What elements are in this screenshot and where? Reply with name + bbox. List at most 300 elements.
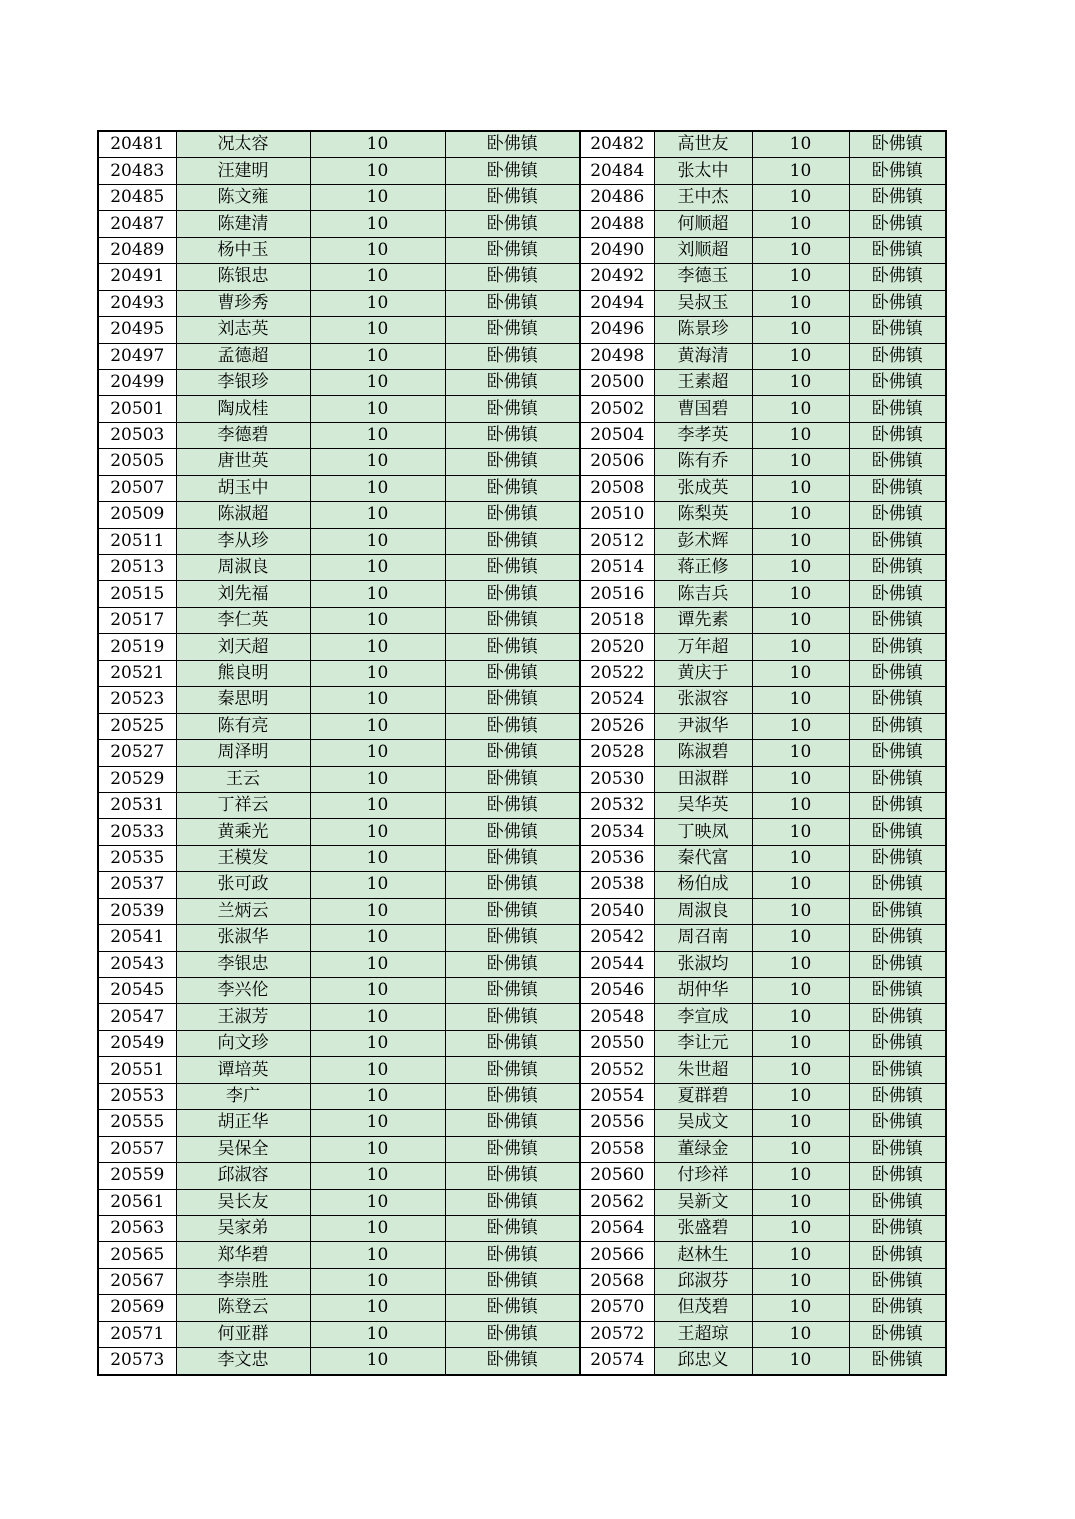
right-name-cell: 彭术辉 [654, 528, 752, 554]
left-amount-cell: 10 [310, 872, 445, 898]
left-town-cell: 卧佛镇 [445, 581, 580, 607]
table-row [98, 502, 946, 528]
right-town-cell: 卧佛镇 [849, 449, 946, 475]
left-name-cell: 唐世英 [176, 449, 310, 475]
left-town-cell: 卧佛镇 [445, 1057, 580, 1083]
right-id-cell: 20508 [580, 475, 654, 501]
right-amount-cell: 10 [752, 475, 849, 501]
right-id-cell: 20500 [580, 369, 654, 395]
table-row [98, 766, 946, 792]
table-row [98, 792, 946, 818]
left-id-cell: 20531 [98, 792, 176, 818]
right-town-cell: 卧佛镇 [849, 1004, 946, 1030]
left-town-cell: 卧佛镇 [445, 317, 580, 343]
left-id-cell: 20511 [98, 528, 176, 554]
right-amount-cell: 10 [752, 317, 849, 343]
right-id-cell: 20486 [580, 184, 654, 210]
left-amount-cell: 10 [310, 1136, 445, 1162]
right-amount-cell: 10 [752, 1136, 849, 1162]
table-row [98, 1057, 946, 1083]
left-town-cell: 卧佛镇 [445, 502, 580, 528]
left-name-cell: 刘先福 [176, 581, 310, 607]
right-amount-cell: 10 [752, 396, 849, 422]
left-id-cell: 20557 [98, 1136, 176, 1162]
left-amount-cell: 10 [310, 1268, 445, 1294]
left-id-cell: 20517 [98, 607, 176, 633]
right-town-cell: 卧佛镇 [849, 1057, 946, 1083]
right-amount-cell: 10 [752, 1110, 849, 1136]
left-amount-cell: 10 [310, 1083, 445, 1109]
right-amount-cell: 10 [752, 978, 849, 1004]
right-town-cell: 卧佛镇 [849, 1136, 946, 1162]
left-id-cell: 20569 [98, 1295, 176, 1321]
table-row [98, 1004, 946, 1030]
right-id-cell: 20548 [580, 1004, 654, 1030]
left-name-cell: 吴保全 [176, 1136, 310, 1162]
left-amount-cell: 10 [310, 290, 445, 316]
right-amount-cell: 10 [752, 607, 849, 633]
right-amount-cell: 10 [752, 845, 849, 871]
right-town-cell: 卧佛镇 [849, 475, 946, 501]
left-name-cell: 谭培英 [176, 1057, 310, 1083]
right-name-cell: 曹国碧 [654, 396, 752, 422]
left-town-cell: 卧佛镇 [445, 211, 580, 237]
right-id-cell: 20574 [580, 1348, 654, 1375]
right-amount-cell: 10 [752, 660, 849, 686]
right-amount-cell: 10 [752, 1215, 849, 1241]
left-amount-cell: 10 [310, 555, 445, 581]
right-name-cell: 蒋正修 [654, 555, 752, 581]
right-id-cell: 20488 [580, 211, 654, 237]
left-town-cell: 卧佛镇 [445, 1348, 580, 1375]
left-id-cell: 20539 [98, 898, 176, 924]
left-id-cell: 20505 [98, 449, 176, 475]
left-town-cell: 卧佛镇 [445, 819, 580, 845]
left-town-cell: 卧佛镇 [445, 1004, 580, 1030]
right-amount-cell: 10 [752, 449, 849, 475]
right-id-cell: 20562 [580, 1189, 654, 1215]
right-amount-cell: 10 [752, 766, 849, 792]
right-name-cell: 周召南 [654, 925, 752, 951]
right-id-cell: 20484 [580, 158, 654, 184]
right-amount-cell: 10 [752, 898, 849, 924]
right-amount-cell: 10 [752, 1189, 849, 1215]
right-name-cell: 张淑均 [654, 951, 752, 977]
table-row [98, 184, 946, 210]
table-row [98, 1242, 946, 1268]
right-town-cell: 卧佛镇 [849, 687, 946, 713]
right-amount-cell: 10 [752, 237, 849, 263]
left-name-cell: 孟德超 [176, 343, 310, 369]
left-id-cell: 20523 [98, 687, 176, 713]
table-row [98, 343, 946, 369]
right-name-cell: 胡仲华 [654, 978, 752, 1004]
right-name-cell: 付珍祥 [654, 1163, 752, 1189]
left-amount-cell: 10 [310, 317, 445, 343]
left-amount-cell: 10 [310, 766, 445, 792]
table-row [98, 819, 946, 845]
left-town-cell: 卧佛镇 [445, 687, 580, 713]
right-name-cell: 吴华英 [654, 792, 752, 818]
left-amount-cell: 10 [310, 1057, 445, 1083]
right-town-cell: 卧佛镇 [849, 317, 946, 343]
right-town-cell: 卧佛镇 [849, 766, 946, 792]
right-amount-cell: 10 [752, 1163, 849, 1189]
right-id-cell: 20516 [580, 581, 654, 607]
left-town-cell: 卧佛镇 [445, 369, 580, 395]
left-town-cell: 卧佛镇 [445, 528, 580, 554]
table-row [98, 449, 946, 475]
right-town-cell: 卧佛镇 [849, 607, 946, 633]
right-id-cell: 20554 [580, 1083, 654, 1109]
left-name-cell: 李从珍 [176, 528, 310, 554]
left-amount-cell: 10 [310, 158, 445, 184]
left-id-cell: 20565 [98, 1242, 176, 1268]
left-town-cell: 卧佛镇 [445, 978, 580, 1004]
left-amount-cell: 10 [310, 369, 445, 395]
right-town-cell: 卧佛镇 [849, 951, 946, 977]
table-row [98, 369, 946, 395]
right-name-cell: 张淑容 [654, 687, 752, 713]
right-name-cell: 吴新文 [654, 1189, 752, 1215]
left-town-cell: 卧佛镇 [445, 1110, 580, 1136]
right-id-cell: 20544 [580, 951, 654, 977]
right-amount-cell: 10 [752, 264, 849, 290]
right-name-cell: 李孝英 [654, 422, 752, 448]
left-amount-cell: 10 [310, 951, 445, 977]
left-name-cell: 丁祥云 [176, 792, 310, 818]
right-amount-cell: 10 [752, 1242, 849, 1268]
right-town-cell: 卧佛镇 [849, 792, 946, 818]
left-amount-cell: 10 [310, 978, 445, 1004]
right-name-cell: 杨伯成 [654, 872, 752, 898]
left-id-cell: 20561 [98, 1189, 176, 1215]
left-id-cell: 20549 [98, 1030, 176, 1056]
left-name-cell: 陈银忠 [176, 264, 310, 290]
roster-table [97, 130, 947, 1376]
right-amount-cell: 10 [752, 1083, 849, 1109]
right-id-cell: 20528 [580, 740, 654, 766]
table-row [98, 1321, 946, 1347]
right-amount-cell: 10 [752, 158, 849, 184]
left-town-cell: 卧佛镇 [445, 872, 580, 898]
right-id-cell: 20546 [580, 978, 654, 1004]
left-id-cell: 20509 [98, 502, 176, 528]
right-amount-cell: 10 [752, 581, 849, 607]
left-name-cell: 吴家弟 [176, 1215, 310, 1241]
right-town-cell: 卧佛镇 [849, 343, 946, 369]
left-id-cell: 20489 [98, 237, 176, 263]
roster-body [98, 131, 946, 1375]
left-amount-cell: 10 [310, 184, 445, 210]
right-amount-cell: 10 [752, 528, 849, 554]
right-town-cell: 卧佛镇 [849, 713, 946, 739]
right-id-cell: 20494 [580, 290, 654, 316]
right-id-cell: 20560 [580, 1163, 654, 1189]
right-town-cell: 卧佛镇 [849, 872, 946, 898]
right-id-cell: 20552 [580, 1057, 654, 1083]
right-id-cell: 20496 [580, 317, 654, 343]
left-amount-cell: 10 [310, 528, 445, 554]
left-amount-cell: 10 [310, 264, 445, 290]
left-amount-cell: 10 [310, 713, 445, 739]
right-name-cell: 王中杰 [654, 184, 752, 210]
right-id-cell: 20502 [580, 396, 654, 422]
right-amount-cell: 10 [752, 1295, 849, 1321]
right-name-cell: 秦代富 [654, 845, 752, 871]
left-id-cell: 20491 [98, 264, 176, 290]
table-row [98, 607, 946, 633]
left-amount-cell: 10 [310, 396, 445, 422]
table-row [98, 978, 946, 1004]
right-id-cell: 20550 [580, 1030, 654, 1056]
right-amount-cell: 10 [752, 925, 849, 951]
right-town-cell: 卧佛镇 [849, 211, 946, 237]
left-amount-cell: 10 [310, 422, 445, 448]
right-name-cell: 陈淑碧 [654, 740, 752, 766]
right-name-cell: 张盛碧 [654, 1215, 752, 1241]
right-amount-cell: 10 [752, 872, 849, 898]
left-amount-cell: 10 [310, 792, 445, 818]
left-name-cell: 刘志英 [176, 317, 310, 343]
right-town-cell: 卧佛镇 [849, 1321, 946, 1347]
left-town-cell: 卧佛镇 [445, 1215, 580, 1241]
right-amount-cell: 10 [752, 713, 849, 739]
left-name-cell: 陈有亮 [176, 713, 310, 739]
right-town-cell: 卧佛镇 [849, 528, 946, 554]
left-name-cell: 杨中玉 [176, 237, 310, 263]
right-id-cell: 20520 [580, 634, 654, 660]
left-name-cell: 刘天超 [176, 634, 310, 660]
right-id-cell: 20566 [580, 1242, 654, 1268]
left-amount-cell: 10 [310, 211, 445, 237]
left-amount-cell: 10 [310, 740, 445, 766]
left-name-cell: 兰炳云 [176, 898, 310, 924]
right-id-cell: 20564 [580, 1215, 654, 1241]
left-town-cell: 卧佛镇 [445, 1268, 580, 1294]
table-row [98, 475, 946, 501]
table-row [98, 951, 946, 977]
left-name-cell: 汪建明 [176, 158, 310, 184]
table-row [98, 1110, 946, 1136]
right-town-cell: 卧佛镇 [849, 264, 946, 290]
left-name-cell: 李广 [176, 1083, 310, 1109]
right-id-cell: 20482 [580, 131, 654, 158]
left-name-cell: 向文珍 [176, 1030, 310, 1056]
right-town-cell: 卧佛镇 [849, 158, 946, 184]
right-name-cell: 赵林生 [654, 1242, 752, 1268]
right-amount-cell: 10 [752, 502, 849, 528]
left-id-cell: 20501 [98, 396, 176, 422]
left-name-cell: 王云 [176, 766, 310, 792]
left-name-cell: 李文忠 [176, 1348, 310, 1375]
left-amount-cell: 10 [310, 1110, 445, 1136]
right-town-cell: 卧佛镇 [849, 898, 946, 924]
left-name-cell: 李兴伦 [176, 978, 310, 1004]
right-amount-cell: 10 [752, 1321, 849, 1347]
right-town-cell: 卧佛镇 [849, 1268, 946, 1294]
right-name-cell: 王素超 [654, 369, 752, 395]
right-town-cell: 卧佛镇 [849, 581, 946, 607]
right-town-cell: 卧佛镇 [849, 1163, 946, 1189]
left-id-cell: 20563 [98, 1215, 176, 1241]
right-id-cell: 20492 [580, 264, 654, 290]
table-row [98, 158, 946, 184]
left-town-cell: 卧佛镇 [445, 422, 580, 448]
right-town-cell: 卧佛镇 [849, 237, 946, 263]
table-row [98, 396, 946, 422]
left-amount-cell: 10 [310, 449, 445, 475]
right-id-cell: 20568 [580, 1268, 654, 1294]
left-town-cell: 卧佛镇 [445, 607, 580, 633]
right-id-cell: 20506 [580, 449, 654, 475]
right-town-cell: 卧佛镇 [849, 819, 946, 845]
left-id-cell: 20543 [98, 951, 176, 977]
left-town-cell: 卧佛镇 [445, 1189, 580, 1215]
right-id-cell: 20510 [580, 502, 654, 528]
left-id-cell: 20551 [98, 1057, 176, 1083]
left-name-cell: 况太容 [176, 131, 310, 158]
right-town-cell: 卧佛镇 [849, 502, 946, 528]
table-row [98, 1268, 946, 1294]
left-id-cell: 20521 [98, 660, 176, 686]
left-town-cell: 卧佛镇 [445, 1295, 580, 1321]
table-row [98, 1189, 946, 1215]
right-id-cell: 20572 [580, 1321, 654, 1347]
right-amount-cell: 10 [752, 343, 849, 369]
right-amount-cell: 10 [752, 1004, 849, 1030]
right-id-cell: 20534 [580, 819, 654, 845]
left-amount-cell: 10 [310, 845, 445, 871]
left-amount-cell: 10 [310, 1295, 445, 1321]
right-amount-cell: 10 [752, 211, 849, 237]
left-amount-cell: 10 [310, 1030, 445, 1056]
right-amount-cell: 10 [752, 687, 849, 713]
table-row [98, 925, 946, 951]
right-id-cell: 20498 [580, 343, 654, 369]
right-name-cell: 张成英 [654, 475, 752, 501]
right-name-cell: 陈吉兵 [654, 581, 752, 607]
left-town-cell: 卧佛镇 [445, 766, 580, 792]
right-id-cell: 20512 [580, 528, 654, 554]
left-town-cell: 卧佛镇 [445, 713, 580, 739]
table-row [98, 237, 946, 263]
left-name-cell: 陶成桂 [176, 396, 310, 422]
left-town-cell: 卧佛镇 [445, 1030, 580, 1056]
table-row [98, 872, 946, 898]
left-id-cell: 20495 [98, 317, 176, 343]
right-town-cell: 卧佛镇 [849, 740, 946, 766]
left-town-cell: 卧佛镇 [445, 264, 580, 290]
right-name-cell: 朱世超 [654, 1057, 752, 1083]
table-row [98, 660, 946, 686]
left-name-cell: 周淑良 [176, 555, 310, 581]
right-name-cell: 黄庆于 [654, 660, 752, 686]
left-name-cell: 陈登云 [176, 1295, 310, 1321]
right-town-cell: 卧佛镇 [849, 925, 946, 951]
left-name-cell: 黄乘光 [176, 819, 310, 845]
left-id-cell: 20555 [98, 1110, 176, 1136]
right-town-cell: 卧佛镇 [849, 1295, 946, 1321]
table-row [98, 634, 946, 660]
left-town-cell: 卧佛镇 [445, 396, 580, 422]
right-amount-cell: 10 [752, 1348, 849, 1375]
left-name-cell: 李崇胜 [176, 1268, 310, 1294]
right-amount-cell: 10 [752, 369, 849, 395]
right-amount-cell: 10 [752, 740, 849, 766]
table-row [98, 1295, 946, 1321]
right-id-cell: 20556 [580, 1110, 654, 1136]
left-name-cell: 李银忠 [176, 951, 310, 977]
left-town-cell: 卧佛镇 [445, 792, 580, 818]
right-name-cell: 丁映凤 [654, 819, 752, 845]
left-amount-cell: 10 [310, 925, 445, 951]
right-id-cell: 20558 [580, 1136, 654, 1162]
left-amount-cell: 10 [310, 687, 445, 713]
left-amount-cell: 10 [310, 1004, 445, 1030]
left-id-cell: 20503 [98, 422, 176, 448]
right-id-cell: 20538 [580, 872, 654, 898]
left-town-cell: 卧佛镇 [445, 925, 580, 951]
left-id-cell: 20545 [98, 978, 176, 1004]
left-name-cell: 何亚群 [176, 1321, 310, 1347]
left-town-cell: 卧佛镇 [445, 1321, 580, 1347]
left-town-cell: 卧佛镇 [445, 1136, 580, 1162]
left-name-cell: 王淑芳 [176, 1004, 310, 1030]
left-amount-cell: 10 [310, 634, 445, 660]
left-id-cell: 20541 [98, 925, 176, 951]
table-row [98, 845, 946, 871]
table-row [98, 687, 946, 713]
left-name-cell: 陈淑超 [176, 502, 310, 528]
right-town-cell: 卧佛镇 [849, 634, 946, 660]
right-amount-cell: 10 [752, 1030, 849, 1056]
right-name-cell: 田淑群 [654, 766, 752, 792]
left-id-cell: 20571 [98, 1321, 176, 1347]
right-name-cell: 李德玉 [654, 264, 752, 290]
table-row [98, 528, 946, 554]
right-name-cell: 吴叔玉 [654, 290, 752, 316]
left-amount-cell: 10 [310, 660, 445, 686]
right-id-cell: 20542 [580, 925, 654, 951]
right-id-cell: 20536 [580, 845, 654, 871]
table-row [98, 290, 946, 316]
right-town-cell: 卧佛镇 [849, 1348, 946, 1375]
left-town-cell: 卧佛镇 [445, 898, 580, 924]
table-row [98, 211, 946, 237]
left-amount-cell: 10 [310, 898, 445, 924]
left-town-cell: 卧佛镇 [445, 449, 580, 475]
table-row [98, 740, 946, 766]
right-name-cell: 陈有乔 [654, 449, 752, 475]
left-town-cell: 卧佛镇 [445, 237, 580, 263]
right-id-cell: 20532 [580, 792, 654, 818]
left-town-cell: 卧佛镇 [445, 158, 580, 184]
left-name-cell: 张可政 [176, 872, 310, 898]
left-amount-cell: 10 [310, 1242, 445, 1268]
right-id-cell: 20522 [580, 660, 654, 686]
left-name-cell: 李德碧 [176, 422, 310, 448]
right-amount-cell: 10 [752, 555, 849, 581]
left-id-cell: 20519 [98, 634, 176, 660]
left-town-cell: 卧佛镇 [445, 184, 580, 210]
left-amount-cell: 10 [310, 1215, 445, 1241]
right-amount-cell: 10 [752, 634, 849, 660]
table-row [98, 317, 946, 343]
left-amount-cell: 10 [310, 475, 445, 501]
right-town-cell: 卧佛镇 [849, 1242, 946, 1268]
right-name-cell: 邱淑芬 [654, 1268, 752, 1294]
